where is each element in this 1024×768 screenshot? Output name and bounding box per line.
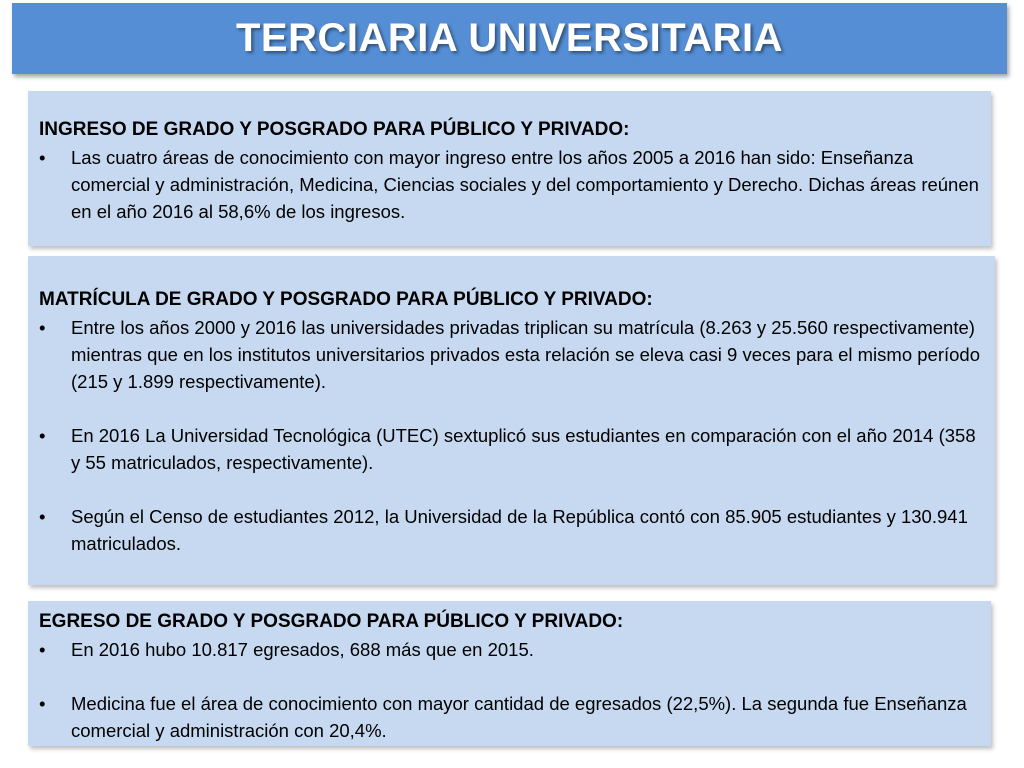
ingreso-section bbox=[28, 91, 991, 246]
spacer bbox=[39, 476, 985, 503]
ingreso-bullet-1: • Las cuatro áreas de conocimiento con mayor ingreso entre los años 2005 a 2016 han sido: Enseñanza comercial y administración, Medicina, Ciencias sociales y del comportamiento y Derecho. Dichas áreas reúnen en el año 2016 al 58,6% de los ingresos. bbox=[39, 144, 981, 225]
matricula-section bbox=[28, 256, 995, 585]
matricula-heading: MATRÍCULA DE GRADO Y POSGRADO PARA PÚBLICO Y PRIVADO: bbox=[39, 289, 653, 310]
matricula-bullet-2: • En 2016 La Universidad Tecnológica (UTEC) sextuplicó sus estudiantes en comparación con el año 2014 (358 y 55 matriculados, respectivamente). bbox=[39, 422, 985, 476]
matricula-bullet-3: • Según el Censo de estudiantes 2012, la Universidad de la República contó con 85.905 estudiantes y 130.941 matriculados. bbox=[39, 503, 985, 557]
egreso-bullet-1: • En 2016 hubo 10.817 egresados, 688 más que en 2015. bbox=[39, 636, 981, 663]
egreso-section bbox=[28, 601, 991, 746]
ingreso-heading: INGRESO DE GRADO Y POSGRADO PARA PÚBLICO Y PRIVADO: bbox=[39, 119, 630, 140]
slide-title: TERCIARIA UNIVERSITARIA bbox=[235, 16, 784, 60]
spacer bbox=[39, 395, 985, 422]
egreso-heading: EGRESO DE GRADO Y POSGRADO PARA PÚBLICO Y PRIVADO: bbox=[39, 611, 624, 632]
egreso-bullet-2: • Medicina fue el área de conocimiento con mayor cantidad de egresados (22,5%). La segunda fue Enseñanza comercial y administración con 20,4%. bbox=[39, 690, 981, 744]
matricula-bullet-1: • Entre los años 2000 y 2016 las universidades privadas triplican su matrícula (8.263 y 25.560 respectivamente) mientras que en los institutos universitarios privados esta relación se eleva casi 9 veces para el mismo período (215 y 1.899 respectivamente). bbox=[39, 314, 985, 395]
title-bar bbox=[12, 3, 1007, 74]
spacer bbox=[39, 663, 981, 690]
